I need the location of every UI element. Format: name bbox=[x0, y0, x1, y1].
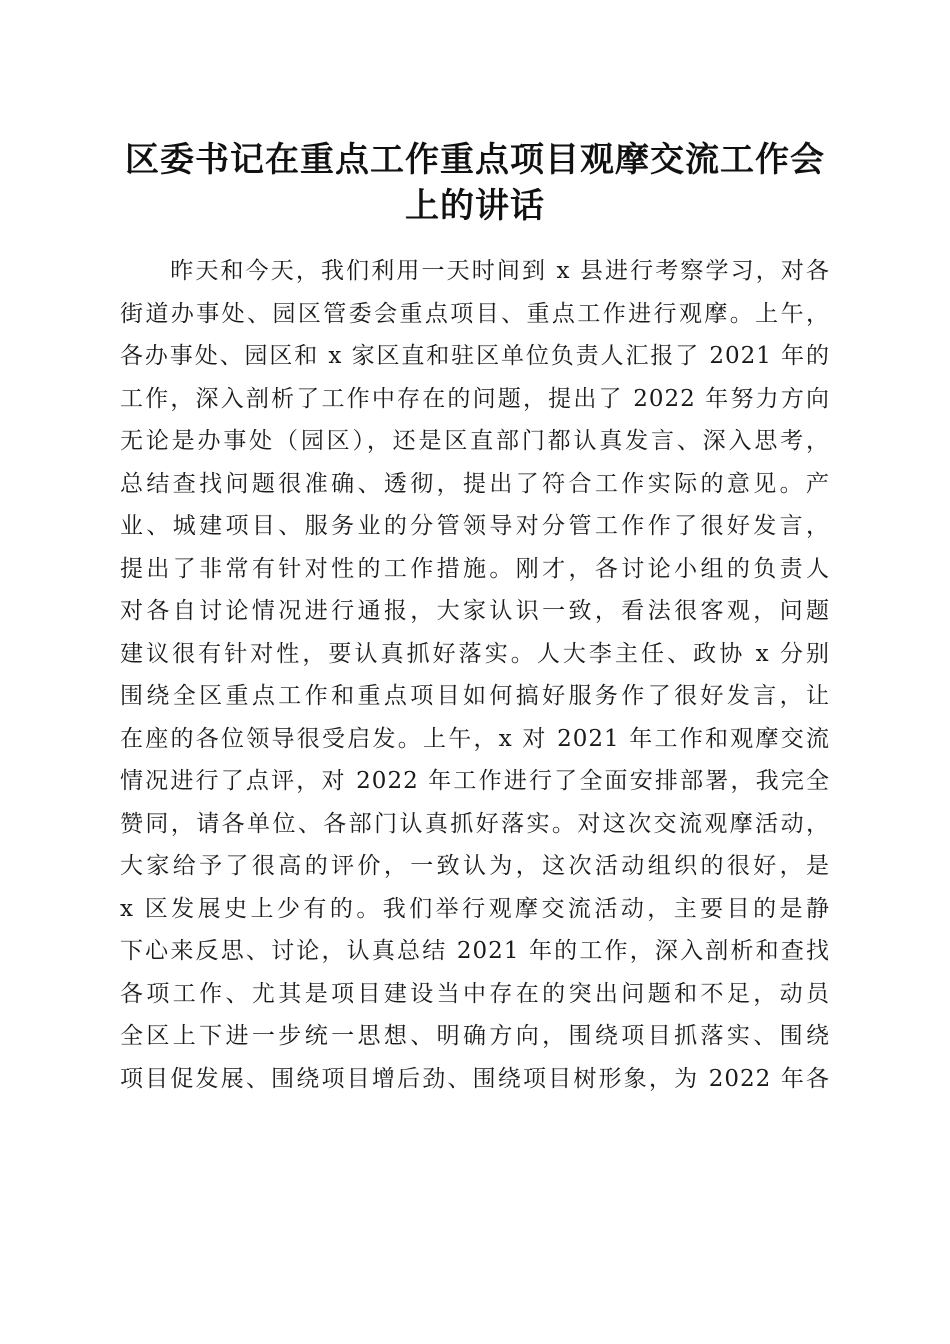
document-title bbox=[100, 137, 850, 229]
body-line: x 区发展史上少有的。我们举行观摩交流活动，主要目的是静 bbox=[120, 895, 830, 922]
body-line: 对各自讨论情况进行通报，大家认识一致，看法很客观，问题 bbox=[120, 598, 830, 624]
body-line: 下心来反思、讨论，认真总结 2021 年的工作，深入剖析和查找 bbox=[120, 938, 830, 964]
body-line: 街道办事处、园区管委会重点项目、重点工作进行观摩。上午， bbox=[120, 300, 830, 327]
body-line: 在座的各位领导很受启发。上午，x 对 2021 年工作和观摩交流 bbox=[120, 725, 830, 752]
body-line: 昨天和今天，我们利用一天时间到 x 县进行考察学习，对各 bbox=[120, 258, 830, 284]
body-line: 业、城建项目、服务业的分管领导对分管工作作了很好发言， bbox=[120, 513, 830, 539]
body-line: 提出了非常有针对性的工作措施。刚才，各讨论小组的负责人 bbox=[120, 555, 830, 582]
body-line: 总结查找问题很准确、透彻，提出了符合工作实际的意见。产 bbox=[120, 470, 830, 497]
body-line: 全区上下进一步统一思想、明确方向，围绕项目抓落实、围绕 bbox=[120, 1023, 830, 1049]
body-line: 建议很有针对性，要认真抓好落实。人大李主任、政协 x 分别 bbox=[120, 640, 830, 667]
body-line: 各办事处、园区和 x 家区直和驻区单位负责人汇报了 2021 年的 bbox=[120, 343, 830, 369]
body-line: 项目促发展、围绕项目增后劲、围绕项目树形象，为 2022 年各 bbox=[120, 1065, 830, 1092]
body-line: 情况进行了点评，对 2022 年工作进行了全面安排部署，我完全 bbox=[120, 768, 830, 794]
document-body bbox=[120, 250, 830, 1100]
body-line: 工作，深入剖析了工作中存在的问题，提出了 2022 年努力方向 bbox=[120, 385, 830, 412]
body-line: 无论是办事处（园区），还是区直部门都认真发言、深入思考， bbox=[120, 428, 830, 454]
body-line: 围绕全区重点工作和重点项目如何搞好服务作了很好发言，让 bbox=[120, 683, 830, 709]
body-line: 各项工作、尤其是项目建设当中存在的突出问题和不足，动员 bbox=[120, 980, 830, 1007]
title-line-1: 区委书记在重点工作重点项目观摩交流工作会 bbox=[125, 140, 825, 180]
body-line: 大家给予了很高的评价，一致认为，这次活动组织的很好，是 bbox=[120, 853, 830, 879]
body-line: 赞同，请各单位、各部门认真抓好落实。对这次交流观摩活动， bbox=[120, 810, 830, 837]
title-line-2: 上的讲话 bbox=[405, 186, 545, 226]
